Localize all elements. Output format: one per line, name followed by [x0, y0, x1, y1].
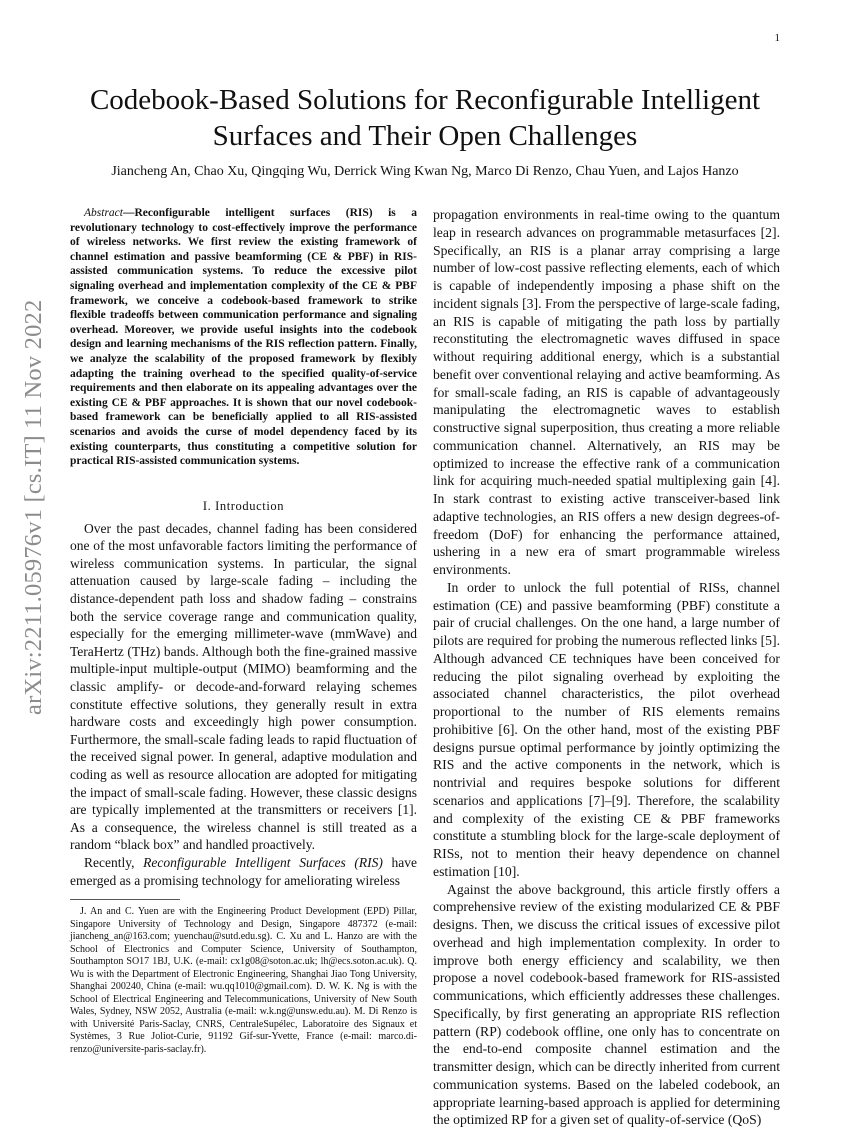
- right-paragraph-3: Against the above background, this article firstly offers a comprehensive review of the existing modularized CE & PBF designs. Then, we discuss the critical issues of excessive pilot overhead and high implementation complexity. In order to improve both energy efficiency and scalability, we then propose a novel codebook-based framework for RIS-assisted communications, which efficiently addresses these challenges. Specifically, by first generating an appropriate RIS reflection pattern (RP) codebook offline, one only has to concentrate on the end-to-end composite channel estimation and the transmitter design, which can be directly inherited from current communication systems. Based on the labeled codebook, an appropriate learning-based approach is applied for determining the optimized RP for a given set of quality-of-service (QoS): [433, 881, 780, 1129]
- footnote-rule: [70, 899, 180, 900]
- left-column: [70, 206, 417, 1056]
- abstract-label: Abstract: [84, 207, 123, 219]
- author-list: Jiancheng An, Chao Xu, Qingqing Wu, Derrick Wing Kwan Ng, Marco Di Renzo, Chau Yuen, and Lajos Hanzo: [60, 164, 790, 180]
- intro-paragraph-2-end: have emerged as a promising technology for ameliorating wireless: [70, 855, 417, 888]
- page-number: 1: [775, 32, 781, 44]
- intro-paragraph-1: Over the past decades, channel fading has been considered one of the most unfavorable factors limiting the performance of wireless communication systems. In particular, the signal attenuation caused by large-scale fading – including the distance-dependent path loss and shadow fading – constrains both the service coverage range and communication quality, especially for the emerging millimeter-wave (mmWave) and TeraHertz (THz) bands. Although both the fine-grained massive multiple-input multiple-output (MIMO) beamforming and the classic amplify- or decode-and-forward relaying schemes constitute effective solutions, they generally result in extra hardware costs and exceedingly high power consumption. Furthermore, the small-scale fading leads to rapid fluctuation of the received signal power. In general, adaptive modulation and coding as well as resource allocation are adopted for mitigating the impact of small-scale fading. However, these classic designs are typically implemented at the transmitters or receivers [1]. As a consequence, the wireless channel is still treated as a random “black box” and handled proactively.: [70, 520, 417, 854]
- abstract: [70, 206, 417, 469]
- right-paragraph-1: propagation environments in real-time owing to the quantum leap in research advances on programmable metasurfaces [2]. Specifically, an RIS is a planar array comprising a large number of low-cost passive reflecting elements, each of which is capable of independently imposing a phase shift on the incident signals [3]. From the perspective of large-scale fading, an RIS is capable of mitigating the path loss by partially reconstituting the electromagnetic waves diffused in space without requiring additional energy, which is a substantial benefit over conventional relaying and active beamforming. As for small-scale fading, an RIS is capable of advantageously manipulating the electromagnetic waves to establish constructive signal superposition, thus creating a more reliable communication channel. Alternatively, an RIS may be optimized to increase the effective rank of a communication link for acquiring much-needed spatial multiplexing gain [4]. In stark contrast to existing active transceiver-based link adaptive technologies, an RIS offers a new design degrees-of-freedom (DoF) for enhancing the performance attained, ushering in a new era of smart programmable wireless environments.: [433, 206, 780, 579]
- section-heading-introduction: I. Introduction: [70, 499, 417, 514]
- author-affiliation-footnote: J. An and C. Yuen are with the Engineering Product Development (EPD) Pillar, Singapore University of Technology and Design, Singapore 487372 (e-mail: jiancheng_an@163.com; yuenchau@sutd.edu.sg). C. Xu and L. Hanzo are with the School of Electronics and Computer Science, University of Southampton, Southampton SO17 1BJ, U.K. (e-mail: cx1g08@soton.ac.uk; lh@ecs.soton.ac.uk). Q. Wu is with the Department of Electronic Engineering, Shanghai Jiao Tong University, Shanghai 200240, China (e-mail: wu.qq1010@gmail.com). D. W. K. Ng is with the School of Electrical Engineering and Telecommunications, University of New South Wales, Sydney, NSW 2052, Australia (e-mail: w.k.ng@unsw.edu.au). M. Di Renzo is with Université Paris-Saclay, CNRS, CentraleSupélec, Laboratoire des Signaux et Systèmes, 3 Rue Joliot-Curie, 91192 Gif-sur-Yvette, France (e-mail: marco.di-renzo@universite-paris-saclay.fr).: [70, 906, 417, 1056]
- right-column: [433, 206, 780, 1129]
- arxiv-identifier: arXiv:2211.05976v1 [cs.IT] 11 Nov 2022: [20, 300, 48, 715]
- intro-paragraph-2: [70, 854, 417, 889]
- abstract-text: —Reconfigurable intelligent surfaces (RIS) is a revolutionary technology to cost-effectively improve the performance of wireless networks. We first review the existing framework of channel estimation and passive beamforming (CE & PBF) in RIS-assisted communication systems. To reduce the excessive pilot signaling overhead and implementation complexity of the CE & PBF framework, we conceive a codebook-based framework to strike flexible tradeoffs between communication performance and signaling overhead. Moreover, we provide useful insights into the codebook design and learning mechanisms of the RIS reflection pattern. Finally, we analyze the scalability of the proposed framework by flexibly adapting the training overhead to the specified quality-of-service requirements and then elaborate on its appealing advantages over the existing CE & PBF approaches. It is shown that our novel codebook-based framework can be beneficially applied to all RIS-assisted scenarios and avoids the curse of model dependency faced by its existing counterparts, thus constituting a competitive solution for practical RIS-assisted communication systems.: [70, 207, 417, 467]
- right-paragraph-2: In order to unlock the full potential of RISs, channel estimation (CE) and passive beamforming (PBF) constitute a pair of crucial challenges. On the one hand, a large number of pilots are required for probing the numerous reflected links [5]. Although advanced CE techniques have been conceived for reducing the pilot signaling overhead by exploiting the associated channel characteristics, the pilot overhead proportional to the number of RIS elements remains prohibitive [6]. On the other hand, most of the existing PBF designs pursue optimal performance by jointly optimizing the RIS and the active components in the network, which is nontrivial and requires bespoke solutions for different scenarios and applications [7]–[9]. Therefore, the scalability and complexity of the existing CE & PBF frameworks constitute a stumbling block for the large-scale deployment of RISs, not to mention their heavy dependence on channel estimation [10].: [433, 579, 780, 881]
- ris-emphasis: Reconfigurable Intelligent Surfaces (RIS): [143, 855, 383, 870]
- intro-paragraph-2-start: Recently,: [84, 855, 143, 870]
- paper-title: Codebook-Based Solutions for Reconfigurable Intelligent Surfaces and Their Open Challenges: [80, 82, 770, 154]
